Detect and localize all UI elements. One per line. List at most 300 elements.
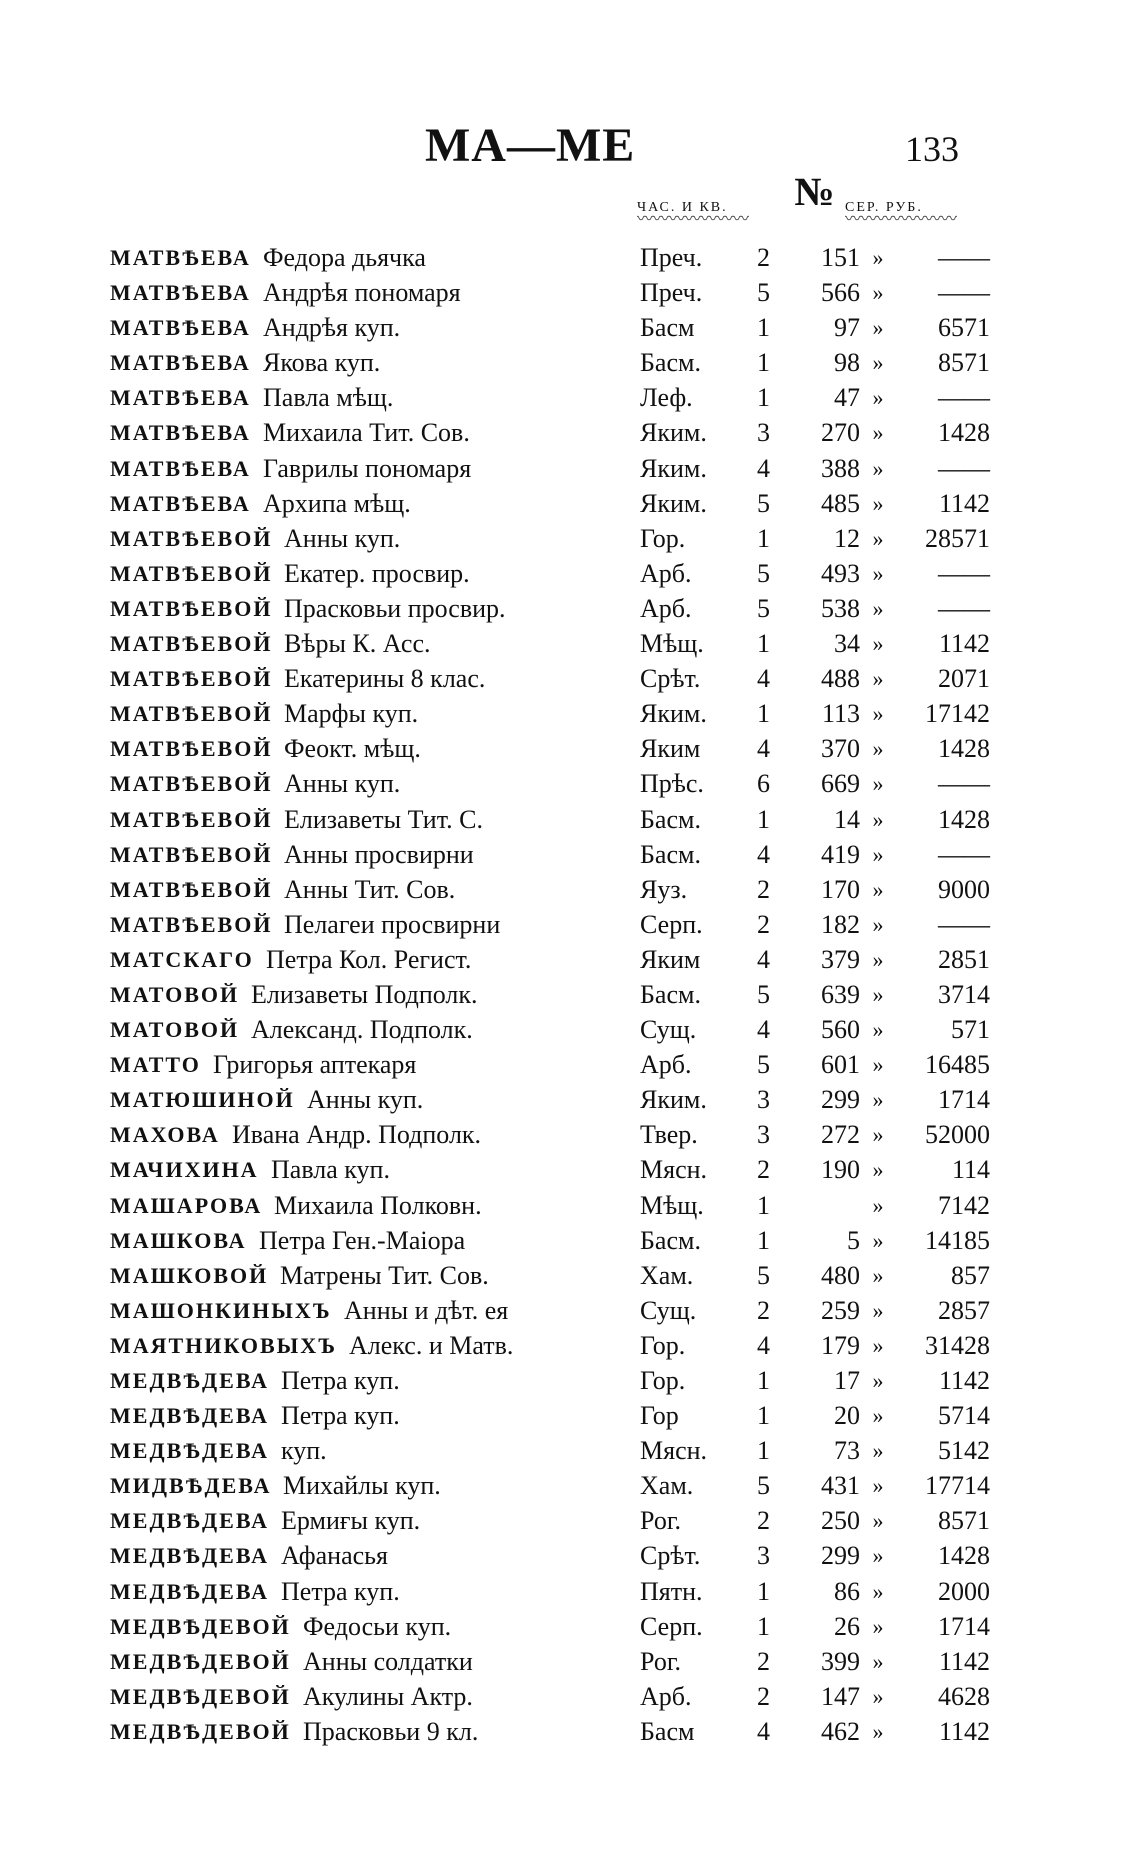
surname: МАТВѢЕВОЙ xyxy=(110,771,273,797)
house-number: 47 xyxy=(834,383,860,413)
surname: МЕДВѢДЕВА xyxy=(110,1508,270,1534)
table-row xyxy=(110,1328,990,1363)
ditto-mark: » xyxy=(872,1297,884,1323)
quarter-name: Гор. xyxy=(640,523,686,553)
ditto-mark: » xyxy=(872,1262,884,1288)
surname: МАТТО xyxy=(110,1052,201,1078)
quarter-name: Арб. xyxy=(640,593,692,623)
house-number: 170 xyxy=(821,874,860,904)
ditto-mark: » xyxy=(872,666,884,692)
quarter-name: Арб. xyxy=(640,1050,692,1080)
given-name: Федосьи куп. xyxy=(303,1611,452,1641)
ditto-mark: » xyxy=(872,1052,884,1078)
house-number: 639 xyxy=(821,979,860,1009)
house-number: 182 xyxy=(821,909,860,939)
given-name: Анны и дѣт. ея xyxy=(344,1295,509,1325)
table-row xyxy=(110,942,990,977)
page-header xyxy=(0,118,1140,178)
silver-rubles: 5142 xyxy=(938,1436,990,1466)
table-row xyxy=(110,1293,990,1328)
surname: МАТОВОЙ xyxy=(110,1017,240,1043)
ditto-mark: » xyxy=(872,1087,884,1113)
quarter-name: Пятн. xyxy=(640,1576,703,1606)
given-name: Петра куп. xyxy=(281,1576,400,1606)
ditto-mark: » xyxy=(872,1227,884,1253)
quarter-name: Гор. xyxy=(640,1330,686,1360)
given-name: Александ. Подполк. xyxy=(251,1015,473,1045)
house-number: 488 xyxy=(821,664,860,694)
silver-rubles: 1142 xyxy=(938,1646,990,1676)
silver-rubles: —— xyxy=(938,453,990,483)
table-row xyxy=(110,1152,990,1187)
given-name: Петра куп. xyxy=(281,1366,400,1395)
surname: МЕДВѢДЕВА xyxy=(110,1403,270,1429)
ditto-mark: » xyxy=(872,1438,884,1464)
table-row xyxy=(110,696,990,731)
quarter-number: 4 xyxy=(757,734,770,764)
given-name: Петра куп. xyxy=(281,1401,400,1431)
quarter-number: 1 xyxy=(757,699,770,729)
given-name: Андрѣя куп. xyxy=(263,313,401,343)
given-name: Федора дьячка xyxy=(263,243,426,272)
quarter-name: Басм. xyxy=(640,839,701,869)
table-row xyxy=(110,415,990,450)
surname: МАТВѢЕВОЙ xyxy=(110,525,273,551)
quarter-name: Сущ. xyxy=(640,1015,697,1045)
surname: МАТВѢЕВОЙ xyxy=(110,841,273,867)
surname: МАТВѢЕВОЙ xyxy=(110,631,273,657)
ditto-mark: » xyxy=(872,490,884,516)
table-row xyxy=(110,1644,990,1679)
table-row xyxy=(110,1188,990,1223)
surname: МАТВѢЕВОЙ xyxy=(110,806,273,832)
surname: МАТВѢЕВОЙ xyxy=(110,666,273,692)
quarter-number: 2 xyxy=(757,1155,770,1185)
table-row xyxy=(110,1679,990,1714)
page-number: 133 xyxy=(905,129,959,169)
silver-rubles: 114 xyxy=(951,1155,990,1185)
given-name: Григорья аптекаря xyxy=(213,1050,417,1080)
given-name: Петра Кол. Регист. xyxy=(266,944,472,974)
silver-rubles: 1142 xyxy=(938,629,990,659)
house-number: 5 xyxy=(847,1225,860,1255)
given-name: Анны куп. xyxy=(284,523,401,553)
tilde-rule: 〰〰〰〰〰〰〰 xyxy=(637,211,750,228)
quarter-name: Преч. xyxy=(640,278,703,308)
given-name: Прасковьи 9 кл. xyxy=(303,1716,479,1746)
silver-rubles: 28571 xyxy=(925,523,990,553)
quarter-name: Яким. xyxy=(640,453,707,483)
table-row xyxy=(110,907,990,942)
silver-rubles: —— xyxy=(938,278,990,308)
silver-rubles: —— xyxy=(938,909,990,939)
given-name: Гаврилы пономаря xyxy=(263,453,472,483)
given-name: Феокт. мѣщ. xyxy=(284,734,421,764)
silver-rubles: 571 xyxy=(951,1015,990,1045)
silver-rubles: 6571 xyxy=(938,313,990,343)
quarter-name: Сущ. xyxy=(640,1295,697,1325)
quarter-name: Срѣт. xyxy=(640,664,701,694)
column-header-number: № xyxy=(794,169,835,214)
quarter-name: Басм. xyxy=(640,804,701,834)
table-row xyxy=(110,1117,990,1152)
table-row xyxy=(110,556,990,591)
surname: МАШАРОВА xyxy=(110,1192,263,1218)
ditto-mark: » xyxy=(872,245,884,270)
table-row xyxy=(110,1363,990,1398)
quarter-name: Преч. xyxy=(640,243,703,272)
ditto-mark: » xyxy=(872,701,884,727)
ditto-mark: » xyxy=(872,1718,884,1744)
quarter-name: Яким xyxy=(640,734,701,764)
quarter-number: 1 xyxy=(757,383,770,413)
quarter-name: Яким xyxy=(640,944,701,974)
surname: МАТВѢЕВОЙ xyxy=(110,911,273,937)
table-row xyxy=(110,345,990,380)
given-name: Алекс. и Матв. xyxy=(349,1330,514,1360)
silver-rubles: 1714 xyxy=(938,1085,990,1115)
table-row xyxy=(110,1223,990,1258)
ditto-mark: » xyxy=(872,981,884,1007)
surname: МИДВѢДЕВА xyxy=(110,1473,272,1499)
surname: МАЯТНИКОВЫХЪ xyxy=(110,1332,337,1358)
quarter-name: Мясн. xyxy=(640,1155,708,1185)
quarter-name: Серп. xyxy=(640,909,703,939)
quarter-name: Серп. xyxy=(640,1611,703,1641)
surname: МАТВѢЕВА xyxy=(110,280,251,306)
quarter-number: 5 xyxy=(757,1260,770,1290)
surname: МАШКОВОЙ xyxy=(110,1262,269,1288)
quarter-number: 1 xyxy=(757,1366,770,1395)
surname: МАТВѢЕВА xyxy=(110,385,251,411)
house-number: 299 xyxy=(821,1085,860,1115)
ditto-mark: » xyxy=(872,736,884,762)
quarter-number: 1 xyxy=(757,1225,770,1255)
house-number: 12 xyxy=(834,523,860,553)
given-name: Анны куп. xyxy=(284,769,401,799)
house-number: 399 xyxy=(821,1646,860,1676)
silver-rubles: 31428 xyxy=(925,1330,990,1360)
quarter-number: 1 xyxy=(757,1436,770,1466)
house-number: 538 xyxy=(821,593,860,623)
given-name: Михаила Полковн. xyxy=(274,1190,482,1220)
house-number: 151 xyxy=(821,243,860,272)
house-number: 379 xyxy=(821,944,860,974)
quarter-name: Рог. xyxy=(640,1646,682,1676)
quarter-name: Басм xyxy=(640,313,695,343)
house-number: 86 xyxy=(834,1576,860,1606)
given-name: Архипа мѣщ. xyxy=(263,488,411,518)
silver-rubles: 8571 xyxy=(938,348,990,378)
given-name: Матрены Тит. Сов. xyxy=(280,1260,489,1290)
given-name: Михаила Тит. Сов. xyxy=(263,418,470,448)
table-row xyxy=(110,1012,990,1047)
silver-rubles: 5714 xyxy=(938,1401,990,1431)
surname: МАЧИХИНА xyxy=(110,1157,259,1183)
given-name: Ермиғы куп. xyxy=(281,1506,421,1536)
silver-rubles: —— xyxy=(938,558,990,588)
given-name: куп. xyxy=(281,1436,327,1466)
table-row xyxy=(110,310,990,345)
ditto-mark: » xyxy=(872,385,884,411)
quarter-number: 2 xyxy=(757,243,770,272)
ditto-mark: » xyxy=(872,876,884,902)
ditto-mark: » xyxy=(872,841,884,867)
column-header-rubles: СЕР. РУБ. 〰〰〰〰〰〰〰 xyxy=(845,200,980,250)
quarter-name: Арб. xyxy=(640,558,692,588)
house-number: 259 xyxy=(821,1295,860,1325)
given-name: Афанасья xyxy=(281,1541,388,1571)
ditto-mark: » xyxy=(872,1648,884,1674)
silver-rubles: —— xyxy=(938,243,990,272)
quarter-number: 6 xyxy=(757,769,770,799)
quarter-number: 2 xyxy=(757,1646,770,1676)
quarter-number: 4 xyxy=(757,1330,770,1360)
quarter-name: Мѣщ. xyxy=(640,1190,704,1220)
silver-rubles: 16485 xyxy=(925,1050,990,1080)
surname: МЕДВѢДЕВА xyxy=(110,1543,270,1569)
quarter-number: 2 xyxy=(757,1295,770,1325)
quarter-name: Мясн. xyxy=(640,1436,708,1466)
quarter-number: 2 xyxy=(757,1681,770,1711)
house-number: 26 xyxy=(834,1611,860,1641)
table-row xyxy=(110,1258,990,1293)
silver-rubles: 52000 xyxy=(925,1120,990,1150)
table-row xyxy=(110,802,990,837)
given-name: Анны Тит. Сов. xyxy=(284,874,456,904)
quarter-number: 3 xyxy=(757,1120,770,1150)
table-row xyxy=(110,1503,990,1538)
table-row xyxy=(110,1433,990,1468)
silver-rubles: —— xyxy=(938,769,990,799)
house-number: 190 xyxy=(821,1155,860,1185)
ditto-mark: » xyxy=(872,350,884,376)
ditto-mark: » xyxy=(872,1192,884,1218)
silver-rubles: 8571 xyxy=(938,1506,990,1536)
running-title: МА—МЕ xyxy=(425,119,636,172)
house-number: 669 xyxy=(821,769,860,799)
quarter-number: 1 xyxy=(757,804,770,834)
quarter-number: 4 xyxy=(757,1716,770,1746)
table-row xyxy=(110,1609,990,1644)
quarter-number: 3 xyxy=(757,1541,770,1571)
given-name: Елизаветы Тит. С. xyxy=(284,804,483,834)
ditto-mark: » xyxy=(872,1683,884,1709)
house-number: 493 xyxy=(821,558,860,588)
quarter-number: 4 xyxy=(757,839,770,869)
quarter-name: Басм xyxy=(640,1716,695,1746)
house-number: 560 xyxy=(821,1015,860,1045)
quarter-name: Прѣс. xyxy=(640,769,704,799)
table-row xyxy=(110,1538,990,1573)
silver-rubles: 17714 xyxy=(925,1471,990,1501)
quarter-name: Яким. xyxy=(640,418,707,448)
surname: МАТСКАГО xyxy=(110,946,254,972)
quarter-number: 3 xyxy=(757,418,770,448)
surname: МАТВѢЕВОЙ xyxy=(110,595,273,621)
house-number: 98 xyxy=(834,348,860,378)
surname: МАТВѢЕВА xyxy=(110,245,251,270)
ditto-mark: » xyxy=(872,946,884,972)
table-row xyxy=(110,1468,990,1503)
surname: МЕДВѢДЕВА xyxy=(110,1368,270,1393)
house-number: 147 xyxy=(821,1681,860,1711)
given-name: Елизаветы Подполк. xyxy=(251,979,478,1009)
quarter-number: 5 xyxy=(757,558,770,588)
surname: МАТВѢЕВОЙ xyxy=(110,560,273,586)
table-row xyxy=(110,1398,990,1433)
ditto-mark: » xyxy=(872,911,884,937)
table-row xyxy=(110,521,990,556)
table-row xyxy=(110,766,990,801)
quarter-number: 5 xyxy=(757,593,770,623)
house-number: 73 xyxy=(834,1436,860,1466)
quarter-name: Гор xyxy=(640,1401,679,1431)
quarter-number: 1 xyxy=(757,1576,770,1606)
silver-rubles: 4628 xyxy=(938,1681,990,1711)
table-row xyxy=(110,1082,990,1117)
quarter-number: 1 xyxy=(757,523,770,553)
silver-rubles: 1142 xyxy=(938,1716,990,1746)
quarter-number: 1 xyxy=(757,313,770,343)
silver-rubles: 1428 xyxy=(938,1541,990,1571)
given-name: Екатерины 8 клас. xyxy=(284,664,486,694)
table-row xyxy=(110,380,990,415)
quarter-name: Гор. xyxy=(640,1366,686,1395)
quarter-number: 1 xyxy=(757,1190,770,1220)
house-number: 97 xyxy=(834,313,860,343)
silver-rubles: 17142 xyxy=(925,699,990,729)
surname: МАТВѢЕВА xyxy=(110,315,251,341)
quarter-name: Арб. xyxy=(640,1681,692,1711)
silver-rubles: 1714 xyxy=(938,1611,990,1641)
quarter-number: 3 xyxy=(757,1085,770,1115)
quarter-number: 5 xyxy=(757,979,770,1009)
quarter-number: 2 xyxy=(757,874,770,904)
quarter-number: 2 xyxy=(757,1506,770,1536)
quarter-number: 1 xyxy=(757,348,770,378)
table-row xyxy=(110,451,990,486)
quarter-number: 5 xyxy=(757,488,770,518)
surname: МАТВѢЕВОЙ xyxy=(110,736,273,762)
ditto-mark: » xyxy=(872,1473,884,1499)
ditto-mark: » xyxy=(872,631,884,657)
silver-rubles: 1428 xyxy=(938,418,990,448)
ditto-mark: » xyxy=(872,1332,884,1358)
table-row xyxy=(110,591,990,626)
silver-rubles: 2000 xyxy=(938,1576,990,1606)
ditto-mark: » xyxy=(872,1403,884,1429)
table-row xyxy=(110,275,990,310)
ditto-mark: » xyxy=(872,315,884,341)
surname: МАТВѢЕВА xyxy=(110,420,251,446)
house-number: 34 xyxy=(834,629,860,659)
given-name: Якова куп. xyxy=(263,348,381,378)
house-number: 462 xyxy=(821,1716,860,1746)
silver-rubles: 14185 xyxy=(925,1225,990,1255)
house-number: 480 xyxy=(821,1260,860,1290)
house-number: 250 xyxy=(821,1506,860,1536)
quarter-number: 4 xyxy=(757,944,770,974)
given-name: Акулины Актр. xyxy=(303,1681,473,1711)
silver-rubles: 1428 xyxy=(938,734,990,764)
given-name: Анны просвирни xyxy=(284,839,474,869)
ditto-mark: » xyxy=(872,806,884,832)
quarter-number: 1 xyxy=(757,1611,770,1641)
ditto-mark: » xyxy=(872,1543,884,1569)
column-header-quarter: ЧАС. И КВ. 〰〰〰〰〰〰〰 xyxy=(637,200,772,250)
silver-rubles: 2857 xyxy=(938,1295,990,1325)
house-number: 566 xyxy=(821,278,860,308)
tilde-rule: 〰〰〰〰〰〰〰 xyxy=(845,211,958,228)
ditto-mark: » xyxy=(872,560,884,586)
quarter-name: Твер. xyxy=(640,1120,698,1150)
quarter-number: 1 xyxy=(757,629,770,659)
table-row xyxy=(110,731,990,766)
given-name: Екатер. просвир. xyxy=(284,558,470,588)
silver-rubles: 1428 xyxy=(938,804,990,834)
surname: МАТВѢЕВА xyxy=(110,490,251,516)
table-row xyxy=(110,977,990,1012)
house-number: 17 xyxy=(834,1366,860,1395)
quarter-name: Яким. xyxy=(640,1085,707,1115)
given-name: Михайлы куп. xyxy=(283,1471,441,1501)
surname: МАТВѢЕВОЙ xyxy=(110,701,273,727)
surname: МАШОНКИНЫХЪ xyxy=(110,1297,332,1323)
table-row xyxy=(110,661,990,696)
silver-rubles: 1142 xyxy=(938,1366,990,1395)
ditto-mark: » xyxy=(872,1122,884,1148)
ditto-mark: » xyxy=(872,455,884,481)
given-name: Павла мѣщ. xyxy=(263,383,394,413)
ditto-mark: » xyxy=(872,525,884,551)
house-number: 419 xyxy=(821,839,860,869)
silver-rubles: 1142 xyxy=(938,488,990,518)
ditto-mark: » xyxy=(872,1157,884,1183)
quarter-name: Яуз. xyxy=(640,874,688,904)
table-row xyxy=(110,872,990,907)
quarter-name: Хам. xyxy=(640,1471,694,1501)
ditto-mark: » xyxy=(872,1613,884,1639)
surname: МЕДВѢДЕВОЙ xyxy=(110,1683,291,1709)
surname: МАТВѢЕВОЙ xyxy=(110,876,273,902)
silver-rubles: —— xyxy=(938,593,990,623)
silver-rubles: 3714 xyxy=(938,979,990,1009)
quarter-name: Мѣщ. xyxy=(640,629,704,659)
surname: МАТВѢЕВА xyxy=(110,455,251,481)
quarter-name: Басм. xyxy=(640,1225,701,1255)
quarter-name: Басм. xyxy=(640,979,701,1009)
house-number: 431 xyxy=(821,1471,860,1501)
quarter-name: Яким. xyxy=(640,699,707,729)
table-row xyxy=(110,837,990,872)
silver-rubles: —— xyxy=(938,383,990,413)
table-row xyxy=(110,240,990,275)
quarter-number: 4 xyxy=(757,664,770,694)
given-name: Петра Ген.-Маіора xyxy=(259,1225,466,1255)
house-number: 388 xyxy=(821,453,860,483)
given-name: Анны куп. xyxy=(307,1085,424,1115)
surname: МЕДВѢДЕВОЙ xyxy=(110,1648,291,1674)
surname: МЕДВѢДЕВА xyxy=(110,1578,270,1604)
house-number: 14 xyxy=(834,804,860,834)
house-number: 299 xyxy=(821,1541,860,1571)
ditto-mark: » xyxy=(872,1017,884,1043)
given-name: Ивана Андр. Подполк. xyxy=(232,1120,482,1150)
ditto-mark: » xyxy=(872,420,884,446)
register-table xyxy=(110,240,990,1749)
quarter-number: 1 xyxy=(757,1401,770,1431)
